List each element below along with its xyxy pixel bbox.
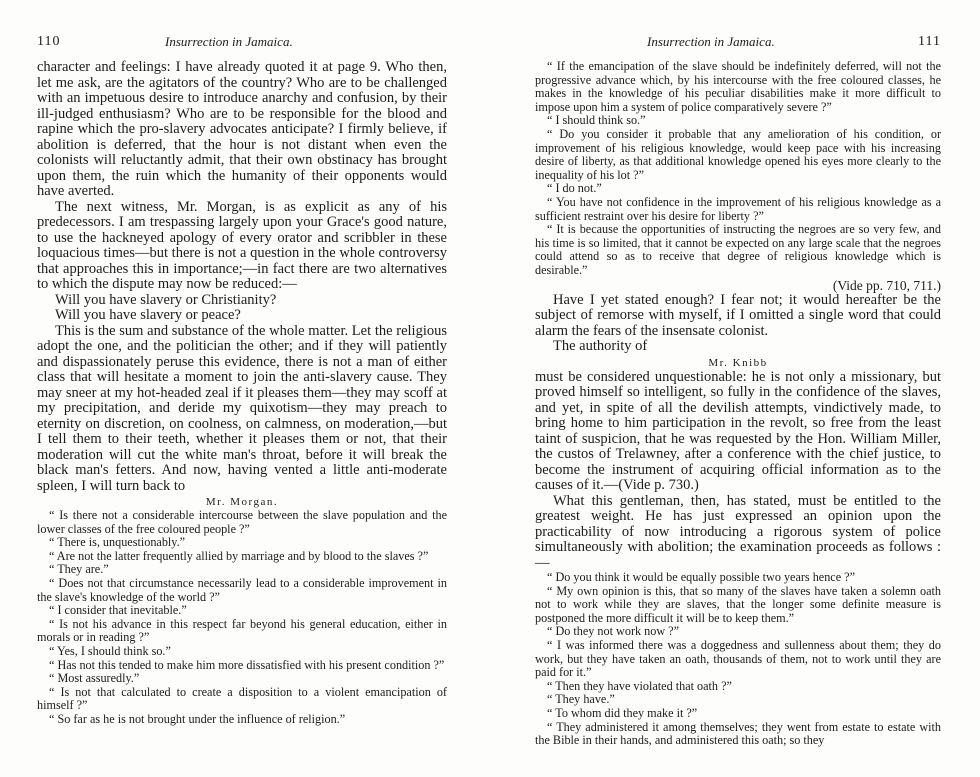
witness-name: Mr. Morgan. xyxy=(205,496,279,508)
testimony-line: “ Yes, I should think so.” xyxy=(49,643,171,658)
testimony-line: “ To whom did they make it ?” xyxy=(547,705,698,720)
testimony-line: “ Is not his advance in this respect far beyond his general education, either in morals or in reading ?” xyxy=(37,616,447,645)
question-line: Will you have slavery or Christianity? xyxy=(55,291,277,308)
testimony-line: “ Then they have violated that oath ?” xyxy=(547,678,732,693)
right-page xyxy=(535,34,941,748)
page-number: 111 xyxy=(918,34,941,49)
testimony-line: “ Is there not a considerable intercourse between the slave population and the lower classes of the free coloured people ?” xyxy=(37,508,447,536)
left-page xyxy=(37,34,447,727)
testimony-line: “ It is because the opportunities of instructing the negroes are so very few, and his time is so limited, that it cannot be expected on any large scale that the negroes could attend so as to receive that degree of religious knowledge which is desirable.” xyxy=(535,222,941,277)
testimony-line: “ You have not confidence in the improvement of his religious knowledge as a sufficient restraint over his desire for liberty ?” xyxy=(535,194,941,223)
witness-name: Mr. Knibb xyxy=(708,356,768,369)
testimony-line: “ Do they not work now ?” xyxy=(547,624,679,639)
running-title: Insurrection in Jamaica. xyxy=(165,34,293,49)
testimony-line: “ I consider that inevitable.” xyxy=(49,603,187,618)
left-page-body xyxy=(37,60,447,727)
testimony-line: “ My own opinion is this, that so many of the slaves have taken a solemn oath not to work while they are slaves, that the longer some definite measure is postponed the more difficult it will be to keep them.” xyxy=(535,583,941,625)
testimony-line: “ Do you consider it probable that any amelioration of his condition, or improvement of his religious knowledge, would keep pace with his increasing desire of liberty, as that additional knowledge opened his eyes more clearly to the inequality of his lot ?” xyxy=(535,126,941,182)
testimony-line: “ Has not this tended to make him more dissatisfied with his present condition ?” xyxy=(49,657,445,672)
testimony-line: “ If the emancipation of the slave should be indefinitely deferred, will not the progressive advance which, by his intercourse with the free coloured classes, he makes in the knowledge of his peculiar disabilities make it more difficult to impose upon him a system of police comparatively severe ?” xyxy=(535,59,941,114)
authority-lede: The authority of xyxy=(553,338,648,354)
right-page-header xyxy=(535,34,941,54)
running-title: Insurrection in Jamaica. xyxy=(647,34,775,49)
paragraph: character and feelings: I have already quoted it at page 9. Who then, let me ask, are the agitators of the country? Who are to be challenged with an impetuous desire to introduce anarchy and confusion, by their ill-judged enthusiasm? Who are to be responsible for the blood and rapine which the pro-slavery advocates anticipate? I firmly believe, if abolition is deferred, that the hour is not distant when even the colonists will reluctantly admit, that their own obstinacy has brought upon them, the ruin which the humanity of their opponents would have averted. xyxy=(37,59,447,199)
paragraph: What this gentleman, then, has stated, must be entitled to the greatest weight. He has just expressed an opinion upon the practicability of now introducing a rigorous system of police simultaneously with abolition; the examination proceeds as follows :— xyxy=(535,492,941,571)
testimony-line: “ They have.” xyxy=(547,692,615,707)
testimony-line: “ So far as he is not brought under the influence of religion.” xyxy=(49,711,346,726)
citation: (Vide pp. 710, 711.) xyxy=(832,277,941,293)
testimony-line: “ There is, unquestionably.” xyxy=(49,535,186,550)
question-line: Will you have slavery or peace? xyxy=(55,307,241,323)
page-number: 110 xyxy=(37,34,61,49)
paragraph: The next witness, Mr. Morgan, is as explicit as any of his predecessors. I am trespassing largely upon your Grace's good nature, to use the hackneyed apology of every orator and scribbler in these loquacious times—but there is not a question in the whole controversy that approaches this in importance;—in fact there are two alternatives to which the dispute may now be reduced:— xyxy=(37,198,447,292)
testimony-line: “ Most assuredly.” xyxy=(49,671,140,686)
left-page-header xyxy=(37,34,447,54)
paragraph: Have I yet stated enough? I fear not; it would hereafter be the subject of remorse with myself, if I omitted a single word that could alarm the fears of the insensate colonist. xyxy=(535,291,941,339)
testimony-line: “ Is not that calculated to create a disposition to a violent emancipation of himself ?” xyxy=(37,684,447,713)
testimony-line: “ I was informed there was a doggedness and sullenness about them; they do work, but they have taken an oath, thousands of them, not to work until they are paid for it.” xyxy=(535,637,941,680)
testimony-line: “ Are not the latter frequently allied by marriage and by blood to the slaves ?” xyxy=(49,548,429,563)
paragraph: This is the sum and substance of the whole matter. Let the religious adopt the one, and the politician the other; and if they will patiently and dispassionately peruse this evidence, there is not a man of either class that will hesitate a moment to join the anti-slavery cause. They may sneer at my hot-headed zeal if it pleases them—they may scoff at my precipitation, and deride my quixotism—they may preach to eternity on discretion, on coolness, on calmness, on moderation,—but I tell them to their teeth, whether it pleases them or not, that their moderation will cut the white man's throat, before it will break the black man's fetters. And now, having vented a little anti-moderate spleen, I will turn back to xyxy=(37,322,447,494)
testimony-line: “ Do you think it would be equally possible two years hence ?” xyxy=(547,570,855,584)
testimony-line: “ They are.” xyxy=(49,562,109,577)
testimony-line: “ Does not that circumstance necessarily lead to a considerable improvement in the slave's knowledge of the world ?” xyxy=(37,575,447,604)
testimony-line: “ I do not.” xyxy=(547,181,602,196)
right-page-body xyxy=(535,60,941,748)
testimony-line: “ They administered it among themselves; they went from estate to estate with the Bible in their hands, and administered this oath; so they xyxy=(535,719,941,748)
testimony-line: “ I should think so.” xyxy=(547,113,646,128)
paragraph: must be considered unquestionable: he is not only a missionary, but proved himself so intelligent, so fully in the confidence of the slaves, and yet, in spite of all the devilish attempts, vindictively made, to bring home to him participation in the revolt, so free from the least taint of suspicion, that he was requested by the Hon. William Miller, the custos of Trelawney, after a conference with the chief justice, to become the instrument of acquiring official information as to the causes of it.—(Vide p. 730.) xyxy=(535,368,941,493)
